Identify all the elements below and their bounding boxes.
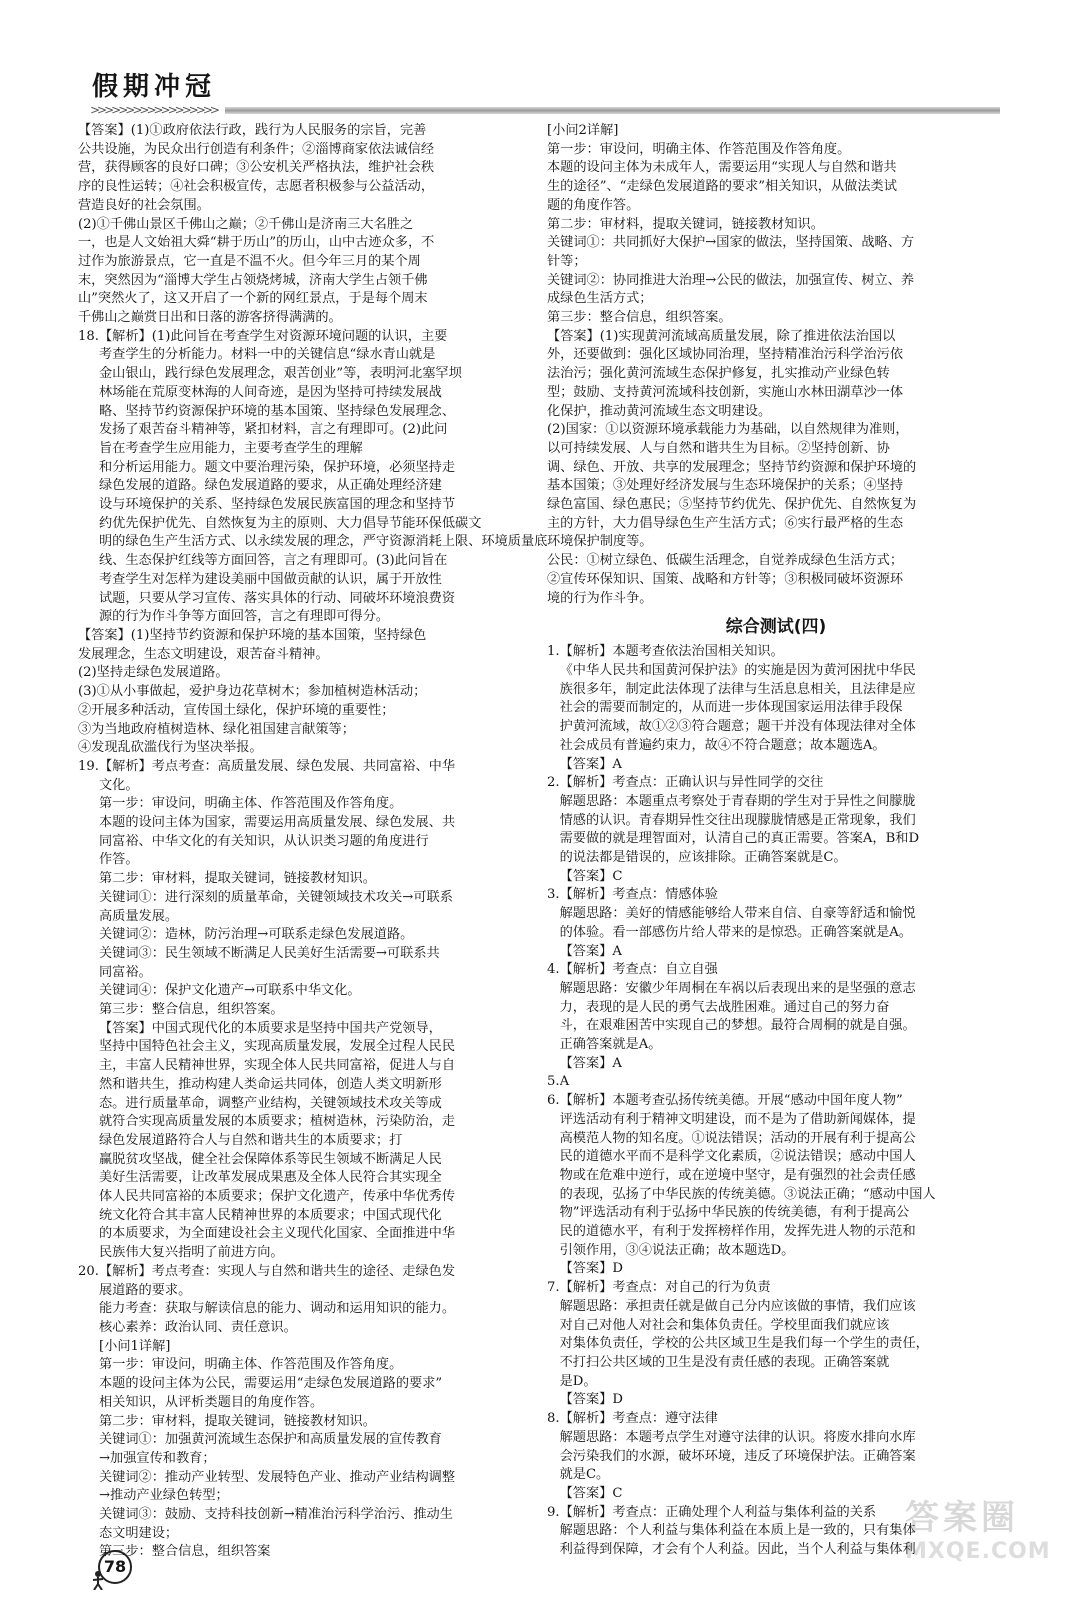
text-line: 境的行为作斗争。 — [547, 590, 653, 606]
text-line: 过作为旅游景点，它一直是不温不火。但今年三月的某个周 — [78, 253, 421, 269]
text-line: 化保护，推动黄河流域生态文明建设。 — [547, 403, 772, 419]
answer-block — [547, 1092, 1005, 1279]
question-number: 4. — [547, 962, 560, 978]
text-line: 核心素养：政治认同、责任意识。 — [98, 1320, 297, 1335]
page-number-badge — [90, 1550, 130, 1590]
text-line: 【解析】考点考查：实现人与自然和谐共生的途径、走绿色发 — [98, 1263, 456, 1279]
text-line: 略、坚持节约资源保护环境的基本国策、坚持绿色发展理念、 — [98, 403, 456, 419]
text-line: 营造良好的社会氛围。 — [78, 197, 210, 213]
text-line: 【答案】(1)坚持节约资源和保护环境的基本国策，坚持绿色 — [78, 627, 427, 643]
text-line: 第二步：审材料，提取关键词，链接教材知识。 — [547, 216, 824, 232]
left-column — [78, 122, 548, 1562]
text-line: 试题，只要从学习宣传、落实具体的行动、同破坏环境浪费资 — [98, 590, 456, 606]
question-number: 3. — [547, 887, 560, 903]
text-line: 族很多年，制定此法体现了法律与生活息息相关，且法律是应 — [559, 681, 916, 697]
text-line: 主的方针，大力倡导绿色生产生活方式；⑥实行最严格的生态 — [547, 515, 904, 531]
header-title: 假期冲冠 — [92, 72, 217, 102]
text-line: 关键词③：民生领域不断满足人民美好生活需要→可联系共 — [98, 945, 440, 961]
text-line: 【解析】(1)此问旨在考查学生对资源环境问题的认识，主要 — [98, 328, 448, 344]
question-number: 18. — [78, 328, 99, 344]
question-number: 9. — [547, 1504, 560, 1520]
right-column-top — [547, 122, 1005, 608]
answer-block — [547, 961, 1005, 1073]
text-line: 会污染我们的水源，破坏环境，违反了环境保护法。正确答案 — [559, 1448, 916, 1464]
text-line: (3)①从小事做起，爱护身边花草树木；参加植树造林活动； — [78, 684, 427, 700]
watermark-url: MXQE.COM — [905, 1539, 1051, 1564]
text-line: 旨在考查学生应用能力，主要考查学生的理解 — [98, 440, 363, 456]
header-band — [90, 104, 1000, 116]
text-line: 针等； — [547, 253, 587, 269]
text-line: 解题思路：安徽少年周桐在车祸以后表现出来的是坚强的意志 — [559, 980, 916, 996]
answer-block — [547, 774, 1005, 886]
text-line: 态文明建设； — [98, 1525, 179, 1541]
text-line: 然和谐共生，推动构建人类命运共同体，创造人类文明新形 — [98, 1076, 442, 1092]
text-line: 解题思路：本题考点学生对遵守法律的认识。将废水排向水库 — [559, 1429, 916, 1445]
question-number: 5. — [547, 1074, 560, 1090]
text-line: 赢脱贫攻坚战，健全社会保障体系等民生领域不断满足人民 — [98, 1151, 442, 1167]
text-line: 题的角度作答。 — [547, 197, 640, 213]
text-line: 第三步：整合信息，组织答案。 — [98, 1002, 284, 1018]
text-line: 关键词④：保护文化遗产→可联系中华文化。 — [98, 983, 361, 999]
section-title: 综合测试(四) — [725, 617, 827, 638]
text-line: 公共设施，为民众出行创造有利条件；②淄博商家依法诚信经 — [78, 141, 435, 157]
text-line: 相关知识，从评析类题目的角度作答。 — [98, 1394, 324, 1410]
text-line: 第三步：整合信息，组织答案。 — [547, 310, 732, 326]
text-line: 对自己对他人对社会和集体负责任。学校里面我们就应该 — [559, 1317, 890, 1333]
text-line: 《中华人民共和国黄河保护法》的实施是因为黄河困扰中华民 — [559, 662, 916, 678]
text-line: 外，还要做到：强化区域协同治理，坚持精准治污科学治污依 — [547, 347, 904, 363]
text-line: 民族伟大复兴指明了前进方向。 — [98, 1245, 284, 1261]
text-line: 第一步：审设问，明确主体、作答范围及作答角度。 — [98, 1357, 403, 1373]
text-line: →加强宣传和教育； — [98, 1450, 216, 1466]
text-line: 【解析】考查点：正确认识与异性同学的交往 — [559, 775, 824, 791]
text-line: (2)国家：①以资源环境承载能力为基础，以自然规律为准则， — [547, 422, 909, 438]
page-number: 78 — [98, 1550, 132, 1584]
text-line: 关键词③：鼓励、支持科技创新→精准治污科学治污、推动生 — [98, 1507, 453, 1523]
text-line: 源的行为作斗争等方面回答，言之有理即可得分。 — [98, 609, 390, 625]
right-column — [547, 122, 1005, 1560]
text-line: 关键词②：推动产业转型、发展特色产业、推动产业结构调整 — [98, 1469, 456, 1485]
text-line: 高质量发展。 — [98, 908, 179, 924]
text-line: 调、绿色、开放、共享的发展理念；坚持节约资源和保护环境的 — [547, 459, 917, 475]
text-line: 第二步：审材料，提取关键词，链接教材知识。 — [98, 871, 376, 887]
text-line: 展道路的要求。 — [98, 1282, 192, 1298]
text-line: 需要做的就是理智面对，认清自己的真正需要。答案A，B和D — [559, 831, 920, 847]
text-line: 是D。 — [559, 1373, 597, 1389]
question-number: 7. — [547, 1280, 560, 1296]
text-line: 线、生态保护红线等方面回答，言之有理即可。(3)此问旨在 — [98, 553, 448, 569]
text-line: 护黄河流域，故①②③符合题意；题干并没有体现法律对全体 — [559, 719, 916, 735]
question-number: 6. — [547, 1093, 560, 1109]
text-line: 【解析】考查点：情感体验 — [559, 887, 718, 903]
text-line: [小问2详解] — [547, 123, 619, 138]
text-line: 物”评选活动有利于弘扬中华民族的传统美德，有利于提高公 — [559, 1205, 910, 1221]
text-line: 民的道德水平而不是科学文化素质，②说法错误；感动中国人 — [559, 1149, 916, 1165]
header-chevrons: >>>>>>>>>>>>>>>>>> — [90, 103, 217, 117]
answer-block — [547, 1073, 1005, 1092]
text-line: 本题的设问主体为未成年人，需要运用“实现人与自然和谐共 — [547, 160, 897, 176]
text-line: 千佛山之巅赏日出和日落的游客挤得满满的。 — [78, 310, 342, 326]
text-line: 坚持中国特色社会主义，实现高质量发展，发展全过程人民民 — [98, 1039, 456, 1055]
text-line: 【答案】(1)①政府依法行政，践行为人民服务的宗旨，完善 — [78, 123, 427, 138]
text-line: 第二步：审材料，提取关键词，链接教材知识。 — [98, 1413, 376, 1429]
text-line: 末，突然因为“淄博大学生占领烧烤城，济南大学生占领千佛 — [78, 272, 428, 288]
text-line: 情感的认识。青春期异性交往出现朦胧情感是正常现象，我们 — [559, 812, 916, 828]
text-line: 解题思路：美好的情感能够给人带来自信、自豪等舒适和愉悦 — [559, 906, 916, 922]
text-line: 对集体负责任，学校的公共区域卫生是我们每一个学生的责任， — [559, 1336, 929, 1352]
text-line: 的体验。看一部感伤片给人带来的是惊恐。正确答案就是A。 — [559, 924, 912, 940]
text-line: 本题的设问主体为公民，需要运用“走绿色发展道路的要求” — [98, 1376, 443, 1392]
text-line: 【解析】考查点：正确处理个人利益与集体利益的关系 — [559, 1504, 877, 1520]
text-line: 物或在危难中逆行，或在逆境中坚守，是有强烈的社会责任感 — [559, 1167, 916, 1183]
answer-block — [547, 1279, 1005, 1410]
text-line: 【答案】C — [559, 1485, 623, 1501]
text-line: ③为当地政府植树造林、绿化祖国建言献策等； — [78, 721, 355, 737]
text-line: 绿色发展道路符合人与自然和谐共生的本质要求；打 — [98, 1132, 403, 1148]
text-line: →推动产业绿色转型； — [98, 1488, 229, 1504]
text-line: A — [559, 1074, 570, 1090]
text-line: 第一步：审设问，明确主体、作答范围及作答角度。 — [98, 796, 403, 812]
question-number: 19. — [78, 758, 99, 774]
text-line: 型；鼓励、支持黄河流域科技创新，实施山水林田湖草沙一体 — [547, 384, 904, 400]
text-line: 体人民共同富裕的本质要求；保护文化遗产，传承中华优秀传 — [98, 1189, 456, 1205]
text-line: [小问1详解] — [98, 1338, 171, 1354]
text-line: 高模范人物的知名度。①说法错误；活动的开展有利于提高公 — [559, 1130, 916, 1146]
text-line: 【答案】C — [559, 868, 623, 884]
text-line: 营，获得顾客的良好口碑；③公安机关严格执法，维护社会秩 — [78, 160, 435, 176]
text-line: 主，丰富人民精神世界，实现全体人民共同富裕，促进人与自 — [98, 1058, 456, 1074]
text-line: 同富裕、中华文化的有关知识，从认识类习题的角度进行 — [98, 833, 429, 849]
text-line: 第三步：整合信息，组织答案 — [98, 1544, 271, 1560]
text-line: 评选活动有利于精神文明建设，而不是为了借助新闻媒体，提 — [559, 1111, 916, 1127]
text-line: 法治污；强化黄河流域生态保护修复，扎实推动产业绿色转 — [547, 366, 890, 382]
text-line: 【答案】A — [559, 943, 622, 959]
text-line: 【答案】A — [559, 1055, 622, 1071]
text-line: 考查学生对怎样为建设美丽中国做贡献的认识，属于开放性 — [98, 571, 442, 587]
text-line: 【解析】本题考查依法治国相关知识。 — [559, 644, 784, 660]
watermark — [905, 1490, 1065, 1590]
text-line: 发展理念，生态文明建设，艰苦奋斗精神。 — [78, 646, 329, 662]
text-line: 不打扫公共区域的卫生是没有责任感的表现。正确答案就 — [559, 1355, 890, 1370]
header-rule — [225, 107, 1000, 114]
text-line: 民的道德水平，有利于发挥榜样作用，发挥先进人物的示范和 — [559, 1224, 916, 1240]
text-line: 能力考查：获取与解读信息的能力、调动和运用知识的能力。 — [98, 1301, 456, 1317]
answer-block — [78, 1263, 540, 1562]
answer-block — [78, 627, 540, 758]
text-line: 林场能在荒原变林海的人间奇迹，是因为坚持可持续发展战 — [98, 384, 442, 400]
answer-block — [78, 328, 548, 627]
text-line: 关键词①：共同抓好大保护→国家的做法，坚持国策、战略、方 — [547, 235, 915, 251]
text-line: (2)①千佛山景区千佛山之巅；②千佛山是济南三大名胜之 — [78, 216, 414, 232]
answer-block — [78, 122, 540, 328]
answer-block — [547, 122, 1005, 608]
text-line: 力，表现的是人民的勇气去战胜困难。通过自己的努力奋 — [559, 999, 890, 1015]
text-line: ②宣传环保知识、国策、战略和方针等；③积极同破坏资源环 — [547, 571, 904, 587]
text-line: 【解析】考查点：自立自强 — [559, 962, 718, 978]
text-line: (2)坚持走绿色发展道路。 — [78, 665, 229, 681]
answer-block — [547, 886, 1005, 961]
watermark-logo: 答案圈 — [905, 1498, 1019, 1538]
text-line: 正确答案就是A。 — [559, 1037, 662, 1053]
text-line: 【答案】(1)实现黄河流域高质量发展，除了推进依法治国以 — [547, 328, 896, 344]
text-line: 和分析运用能力。题文中要治理污染，保护环境，必须坚持走 — [98, 459, 456, 475]
text-line: 统文化符合其丰富人民精神世界的本质要求；中国式现代化 — [98, 1207, 442, 1223]
text-line: 引领作用，③④说法正确；故本题选D。 — [559, 1242, 795, 1258]
text-line: 社会成员有普遍约束力，故④不符合题意；故本题选A。 — [559, 737, 886, 753]
text-line: 态。进行质量革命，调整产业结构，关键领域技术攻关等成 — [98, 1095, 442, 1111]
text-line: 就是C。 — [559, 1467, 610, 1483]
question-number: 2. — [547, 775, 560, 791]
text-line: 环境保护制度等。 — [547, 534, 653, 550]
text-line: 斗，在艰难困苦中实现自己的梦想。最符合周桐的就是自强。 — [559, 1018, 916, 1034]
text-line: 发扬了艰苦奋斗精神等，紧扣材料，言之有理即可。(2)此问 — [98, 422, 448, 438]
text-line: 关键词②：协同推进大治理→公民的做法，加强宣传、树立、养 — [547, 272, 915, 288]
text-line: ④发现乱砍滥伐行为坚决举报。 — [78, 740, 263, 756]
text-line: 约优先保护优先、自然恢复为主的原则、大力倡导节能环保低碳文 — [98, 515, 482, 531]
text-line: 关键词①：加强黄河流域生态保护和高质量发展的宣传教育 — [98, 1432, 442, 1448]
text-line: 利益得到保障，才会有个人利益。因此，当个人利益与集体利 — [559, 1542, 916, 1558]
text-line: 社会的需要而制定的，从而进一步体现国家运用法律手段保 — [559, 700, 903, 716]
text-line: 生的途径”、“走绿色发展道路的要求”相关知识，从做法类试 — [547, 179, 897, 195]
text-line: 美好生活需要，让改革发展成果惠及全体人民符合其实现全 — [98, 1170, 442, 1186]
text-line: 金山银山，践行绿色发展理念，艰苦创业”等，表明河北塞罕坝 — [98, 366, 462, 382]
text-line: 解题思路：个人利益与集体利益在本质上是一致的，只有集体 — [559, 1523, 916, 1539]
text-line: 考查学生的分析能力。材料一中的关键信息“绿水青山就是 — [98, 347, 436, 363]
text-line: ②开展多种活动，宣传国土绿化，保护环境的重要性； — [78, 702, 395, 718]
text-line: 【答案】A — [559, 756, 622, 772]
text-line: 的表现，弘扬了中华民族的传统美德。③说法正确；“感动中国人 — [559, 1186, 936, 1202]
text-line: 绿色富国、绿色惠民；⑤坚持节约优先、保护优先、自然恢复为 — [547, 497, 917, 513]
right-column-bottom — [547, 643, 1005, 1559]
question-number: 8. — [547, 1411, 560, 1427]
text-line: 山”突然火了，这又开启了一个新的网红景点，于是每个周末 — [78, 291, 428, 307]
text-line: 【解析】考点考查：高质量发展、绿色发展、共同富裕、中华 — [98, 758, 456, 774]
text-line: 第一步：审设问，明确主体、作答范围及作答角度。 — [547, 141, 851, 157]
text-line: 明的绿色生产生活方式、以永续发展的理念，严守资源消耗上限、环境质量底 — [98, 534, 548, 550]
text-line: 的说法都是错误的，应该排除。正确答案就是C。 — [559, 850, 847, 866]
text-line: 【答案】中国式现代化的本质要求是坚持中国共产党领导， — [98, 1020, 442, 1036]
text-line: 本题的设问主体为国家，需要运用高质量发展、绿色发展、共 — [98, 815, 456, 831]
question-number: 20. — [78, 1263, 99, 1279]
text-line: 就符合实现高质量发展的本质要求；植树造林，污染防治，走 — [98, 1114, 456, 1130]
text-line: 公民：①树立绿色、低碳生活理念，自觉养成绿色生活方式； — [547, 553, 904, 569]
text-line: 成绿色生活方式； — [547, 291, 653, 307]
text-line: 关键词②：造林，防污治理→可联系走绿色发展道路。 — [98, 927, 414, 943]
text-line: 以可持续发展、人与自然和谐共生为目标。②坚持创新、协 — [547, 440, 890, 456]
text-line: 的本质要求，为全面建设社会主义现代化国家、全面推进中华 — [98, 1226, 456, 1242]
question-number: 1. — [547, 644, 560, 660]
text-line: 序的良性运转；④社会积极宣传，志愿者积极参与公益活动， — [78, 179, 435, 195]
text-line: 【解析】考查点：对自己的行为负责 — [559, 1280, 771, 1296]
text-line: 绿色发展的道路。绿色发展道路的要求，从正确处理经济建 — [98, 478, 442, 494]
text-line: 解题思路：承担责任就是做自己分内应该做的事情，我们应该 — [559, 1298, 916, 1314]
text-line: 【答案】D — [559, 1261, 623, 1277]
text-line: 【解析】考查点：遵守法律 — [559, 1411, 718, 1427]
text-line: 【答案】D — [559, 1392, 623, 1408]
text-line: 关键词①：进行深刻的质量革命，关键领域技术攻关→可联系 — [98, 889, 453, 905]
text-line: 【解析】本题考查弘扬传统美德。开展“感动中国年度人物” — [559, 1093, 903, 1109]
text-line: 设与环境保护的关系、坚持绿色发展民族富国的理念和坚持节 — [98, 497, 456, 513]
text-line: 作答。 — [98, 852, 139, 868]
text-line: 一，也是人文始祖大舜“耕于历山”的历山，山中古迹众多，不 — [78, 235, 435, 251]
text-line: 基本国策；③处理好经济发展与生态环境保护的关系；④坚持 — [547, 478, 904, 494]
answer-block — [547, 643, 1005, 774]
text-line: 解题思路：本题重点考察处于青春期的学生对于异性之间朦胧 — [559, 793, 916, 809]
answer-block — [78, 758, 540, 1263]
text-line: 同富裕。 — [98, 964, 152, 980]
text-line: 文化。 — [98, 777, 139, 793]
